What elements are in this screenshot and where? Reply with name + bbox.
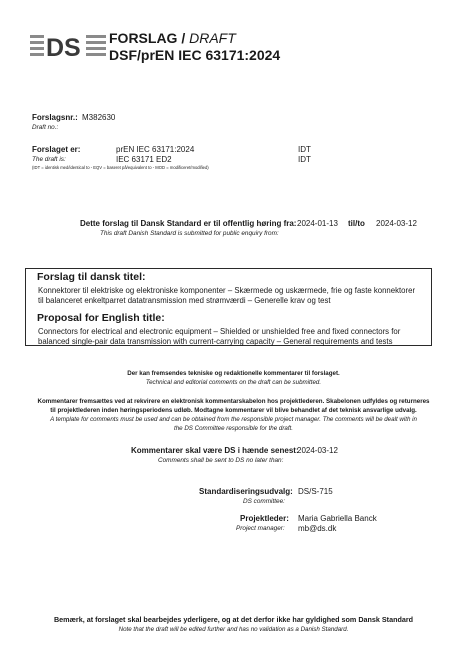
header-title-main: FORSLAG / xyxy=(109,30,190,46)
proposal-no-label-en: Draft no.: xyxy=(32,124,59,131)
proposal-is-legend: (IDT = identisk med/identical to - EQV = baseret på/equivalent to - MOD = modificeret/modified) xyxy=(32,165,209,170)
comments-info-line-3: til projektlederen inden høringsperiodens udløb. Modtagne kommentarer vil blive behandlet af det teknisk ansvarlige udvalg. xyxy=(50,407,417,414)
enquiry-from: 2024-01-13 xyxy=(297,219,338,228)
comments-info-line-1: Der kan fremsendes tekniske og redaktionelle kommentarer til forslaget. xyxy=(127,370,340,377)
header-subtitle: DSF/prEN IEC 63171:2024 xyxy=(109,47,281,63)
comments-info-line-1-en: Technical and editorial comments on the draft can be submitted. xyxy=(145,379,322,386)
footer-note-en: Note that the draft will be edited further and has no validation as a Danish Standard. xyxy=(118,626,349,633)
comments-info-line-2: Kommentarer fremsættes ved at rekvirere en elektronisk kommentarskabelon hos projektlederen. Skabelonen udfyldes og returneres xyxy=(37,398,430,405)
english-title-line-1: Connectors for electrical and electronic equipment – Shielded or unshielded free and fixed connectors for xyxy=(38,327,401,336)
danish-title-line-2: til balanceret enkeltparret datatransmission med strømværdi – Generelle krav og test xyxy=(38,296,331,305)
committee-value: DS/S-715 xyxy=(298,487,333,496)
proposal-is-type-2: IDT xyxy=(298,155,311,164)
enquiry-to-label: til/to xyxy=(348,219,365,228)
deadline-value: 2024-03-12 xyxy=(297,446,338,455)
comments-info-line-5-en: the DS Committee responsible for the draft. xyxy=(174,425,293,432)
danish-title-line-1: Konnektorer til elektriske og elektroniske komponenter – Skærmede og uskærmede, frie og faste konnektorer xyxy=(38,286,416,295)
header-title-draft: DRAFT xyxy=(189,30,236,46)
deadline-label-en: Comments shall be sent to DS no later than: xyxy=(158,457,284,464)
proposal-is-type-1: IDT xyxy=(298,145,311,154)
committee-label-en: DS committee: xyxy=(243,498,285,505)
header-title xyxy=(109,30,236,46)
deadline-label: Kommentarer skal være DS i hænde senest: xyxy=(131,446,299,455)
proposal-is-label: Forslaget er: xyxy=(32,145,81,154)
enquiry-label: Dette forslag til Dansk Standard er til offentlig høring fra: xyxy=(80,219,297,228)
ds-logo-text: DS xyxy=(46,34,81,58)
danish-title-heading: Forslag til dansk titel: xyxy=(37,271,146,283)
proposal-is-label-en: The draft is: xyxy=(32,156,66,163)
manager-name: Maria Gabriella Banck xyxy=(298,514,377,523)
footer-note: Bemærk, at forslaget skal bearbejdes yderligere, og at det derfor ikke har gyldighed som Dansk Standard xyxy=(53,615,414,624)
proposal-no-label: Forslagsnr.: xyxy=(32,113,78,122)
proposal-is-ref-2: IEC 63171 ED2 xyxy=(116,155,172,164)
manager-label: Projektleder: xyxy=(240,514,289,523)
manager-label-en: Project manager: xyxy=(236,525,285,532)
manager-email: mb@ds.dk xyxy=(298,524,337,533)
english-title-heading: Proposal for English title: xyxy=(37,312,165,324)
enquiry-to: 2024-03-12 xyxy=(376,219,417,228)
ds-logo xyxy=(30,33,106,58)
proposal-is-ref-1: prEN IEC 63171:2024 xyxy=(116,145,195,154)
proposal-no-value: M382630 xyxy=(82,113,116,122)
committee-label: Standardiseringsudvalg: xyxy=(199,487,293,496)
english-title-line-2: balanced single-pair data transmission with current-carrying capacity – General requirements and tests xyxy=(38,337,393,346)
comments-info-line-4-en: A template for comments must be used and can be obtained from the responsible project manager. The comments will be dealt with in xyxy=(50,416,417,423)
enquiry-label-en: This draft Danish Standard is submitted for public enquiry from: xyxy=(100,230,279,237)
